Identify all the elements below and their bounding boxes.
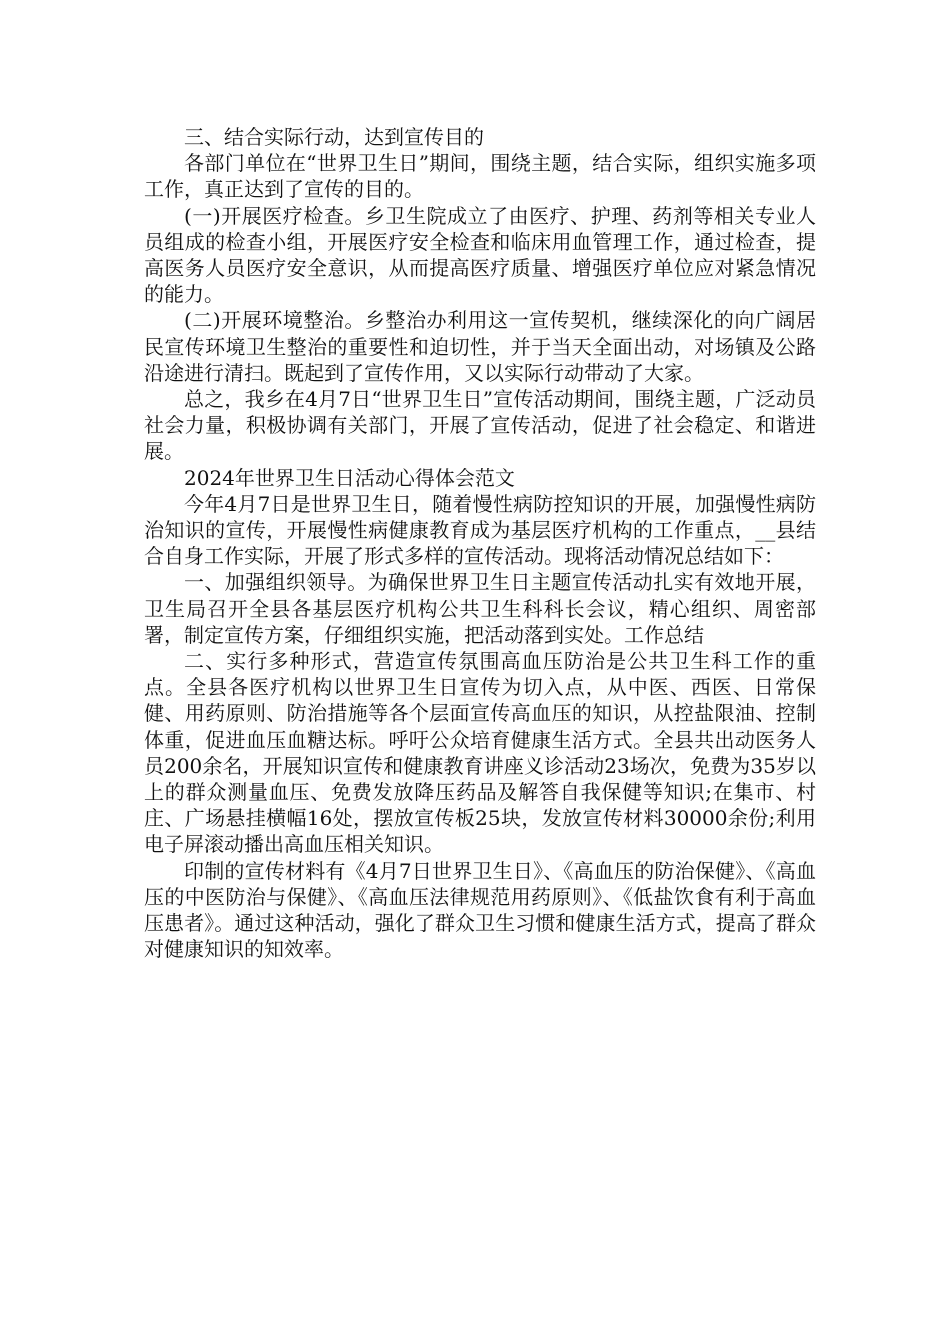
paragraph: 今年4月7日是世界卫生日，随着慢性病防控知识的开展，加强慢性病防治知识的宣传，开展慢性病健康教育成为基层医疗机构的工作重点，__县结合自身工作实际，开展了形式多样的宣传活动。现将活动情况总结如下：	[144, 491, 816, 569]
document-body	[144, 124, 816, 963]
paragraph: (二)开展环境整治。乡整治办利用这一宣传契机，继续深化的向广阔居民宣传环境卫生整治的重要性和迫切性，并于当天全面出动，对场镇及公路沿途进行清扫。既起到了宣传作用，又以实际行动带动了大家。	[144, 308, 816, 385]
paragraph: 一、加强组织领导。为确保世界卫生日主题宣传活动扎实有效地开展，卫生局召开全县各基层医疗机构公共卫生科科长会议，精心组织、周密部署，制定宣传方案，仔细组织实施，把活动落到实处。工作总结	[144, 570, 816, 647]
paragraph: 印制的宣传材料有《4月7日世界卫生日》、《高血压的防治保健》、《高血压的中医防治与保健》、《高血压法律规范用药原则》、《低盐饮食有利于高血压患者》。通过这种活动，强化了群众卫生习惯和健康生活方式，提高了群众对健康知识的知效率。	[144, 858, 816, 962]
section-heading: 三、结合实际行动，达到宣传目的	[184, 125, 484, 149]
paragraph: 二、实行多种形式，营造宣传氛围高血压防治是公共卫生科工作的重点。全县各医疗机构以世界卫生日宣传为切入点，从中医、西医、日常保健、用药原则、防治措施等各个层面宣传高血压的知识，从控盐限油、控制体重，促进血压血糖达标。呼吁公众培育健康生活方式。全县共出动医务人员200余名，开展知识宣传和健康教育讲座义诊活动23场次，免费为35岁以上的群众测量血压、免费发放降压药品及解答自我保健等知识;在集市、村庄、广场悬挂横幅16处，摆放宣传板25块，发放宣传材料30000余份;利用电子屏滚动播出高血压相关知识。	[144, 649, 816, 857]
paragraph: (一)开展医疗检查。乡卫生院成立了由医疗、护理、药剂等相关专业人员组成的检查小组，开展医疗安全检查和临床用血管理工作，通过检查，提高医务人员医疗安全意识，从而提高医疗质量、增强医疗单位应对紧急情况的能力。	[144, 203, 816, 307]
paragraph: 总之，我乡在4月7日“世界卫生日”宣传活动期间，围绕主题，广泛动员社会力量，积极协调有关部门，开展了宣传活动，促进了社会稳定、和谐进展。	[144, 387, 816, 464]
paragraph: 各部门单位在“世界卫生日”期间，围绕主题，结合实际，组织实施多项工作，真正达到了宣传的目的。	[144, 151, 816, 202]
article-title: 2024年世界卫生日活动心得体会范文	[184, 465, 515, 490]
